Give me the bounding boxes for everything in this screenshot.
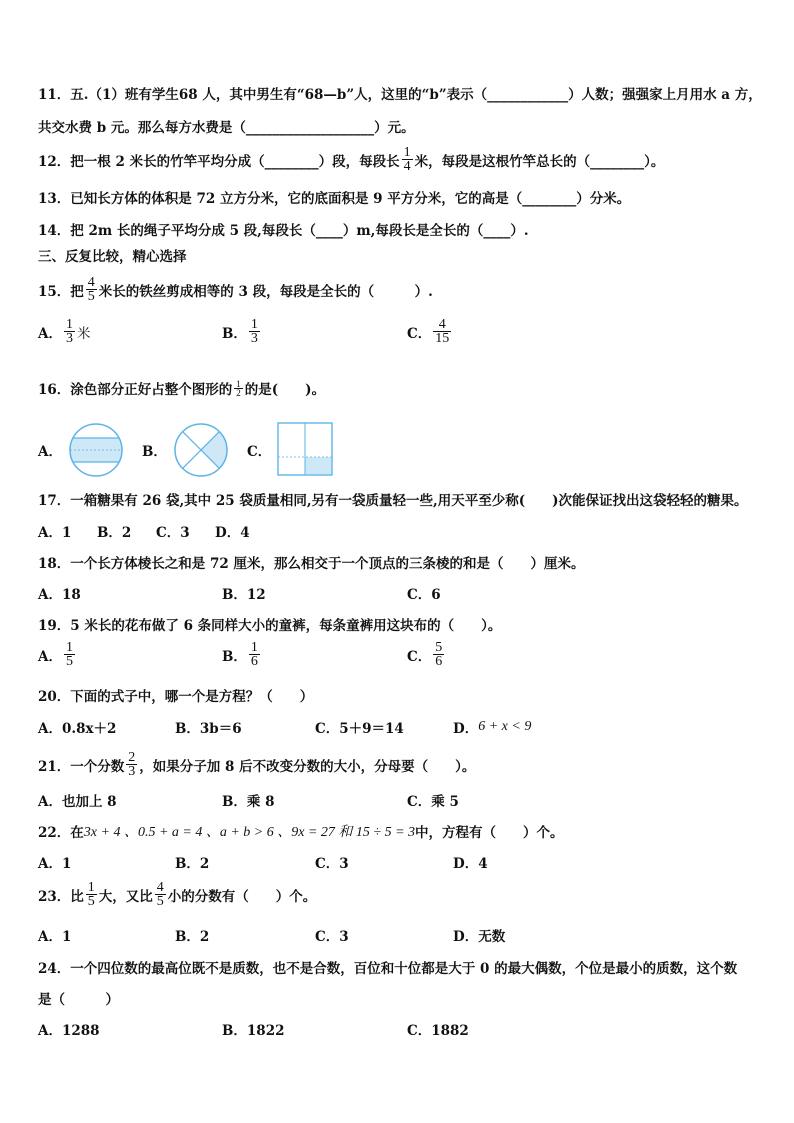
q22-option-d[interactable]: D．4	[453, 856, 488, 872]
q18-option-a[interactable]: A．18	[38, 587, 81, 603]
question-13: 13．已知长方体的体积是 72 立方分米，它的底面积是 9 平方分米，它的高是（________）分米。	[38, 191, 631, 207]
q23-option-c[interactable]: C．3	[315, 929, 349, 945]
q21-option-c[interactable]: C．乘 5	[407, 794, 459, 810]
question-19: 19．5 米长的花布做了 6 条同样大小的童裤，每条童裤用这块布的（ ）。	[38, 618, 502, 634]
q16-option-c[interactable]: C．	[247, 422, 335, 478]
question-12: 12．把一根 2 米长的竹竿平均分成（________）段，每段长 $\frac{1}{4}$ 米，每段是这根竹竿总长的（________）。	[38, 145, 665, 174]
q24-option-c[interactable]: C．1882	[407, 1023, 469, 1039]
q17-option-d[interactable]: D．4	[215, 525, 250, 541]
question-21: 21．一个分数 $\frac{2}{3}$ ，如果分子加 8 后不改变分数的大小，分母要（ ）。	[38, 750, 476, 779]
q22-option-c[interactable]: C．3	[315, 856, 349, 872]
question-20: 20．下面的式子中，哪一个是方程？（ ）	[38, 689, 314, 705]
question-16: 16．涂色部分正好占整个图形的 $\frac{1}{2}$ 的是( )。	[38, 378, 326, 398]
fraction-one-quarter: $\frac{1}{4}$	[403, 145, 411, 174]
question-17: 17．一箱糖果有 26 袋,其中 25 袋质量相同,另有一袋质量轻一些,用天平至少称( )次能保证找出这袋轻轻的糖果。	[38, 493, 748, 509]
fraction-two-thirds: $\frac{2}{3}$	[128, 750, 136, 779]
square-quarter-figure	[277, 422, 335, 478]
question-24-line1: 24．一个四位数的最高位既不是质数，也不是合数，百位和十位都是大于 0 的最大偶数，个位是最小的质数，这个数	[38, 961, 738, 977]
q20-option-b[interactable]: B．3b＝6	[175, 721, 242, 737]
question-24-line2: 是（ ）	[38, 992, 119, 1008]
question-23: 23．比 $\frac{1}{5}$ 大，又比 $\frac{4}{5}$ 小的分数有（ ）个。	[38, 880, 317, 909]
question-15: 15．把 $\frac{4}{5}$ 米长的铁丝剪成相等的 3 段，每段是全长的（ ）.	[38, 275, 433, 304]
q15-option-a[interactable]: A． $\frac{1}{3}$ 米	[38, 317, 91, 346]
q18-option-b[interactable]: B．12	[222, 587, 266, 603]
fraction-one-half: $\frac{1}{2}$	[236, 378, 241, 398]
question-22: 22．在 3x + 4 、0.5 + a = 4 、a + b > 6 、9x = 27 和 15 ÷ 5 = 3 中，方程有（ ）个。	[38, 825, 564, 841]
q21-option-a[interactable]: A．也加上 8	[38, 794, 117, 810]
q23-option-b[interactable]: B．2	[175, 929, 210, 945]
question-11-line2: 共交水费 b 元。那么每方水费是（___________________）元。	[38, 120, 415, 136]
circle-band-figure	[68, 422, 124, 478]
q21-option-b[interactable]: B．乘 8	[222, 794, 275, 810]
q17-option-b[interactable]: B．2	[97, 525, 132, 541]
q20-option-c[interactable]: C．5＋9＝14	[315, 721, 404, 737]
q24-option-a[interactable]: A．1288	[38, 1023, 100, 1039]
q24-option-b[interactable]: B．1822	[222, 1023, 285, 1039]
fraction-one-fifth: $\frac{1}{5}$	[87, 880, 95, 909]
q19-option-c[interactable]: C． $\frac{5}{6}$	[407, 640, 443, 669]
q22-option-b[interactable]: B．2	[175, 856, 210, 872]
fraction-four-fifths: $\frac{4}{5}$	[87, 275, 95, 304]
question-14: 14．把 2m 长的绳子平均分成 5 段,每段长（____）m,每段长是全长的（____）.	[38, 223, 529, 239]
q15-option-b[interactable]: B． $\frac{1}{3}$	[222, 317, 258, 346]
q19-option-a[interactable]: A． $\frac{1}{5}$	[38, 640, 73, 669]
fraction-four-fifths: $\frac{4}{5}$	[156, 880, 164, 909]
q18-option-c[interactable]: C．6	[407, 587, 441, 603]
q20-option-a[interactable]: A．0.8x＋2	[38, 721, 117, 737]
question-11-line1: 11．五.（1）班有学生68 人，其中男生有“68—b”人，这里的“b”表示（____________）人数；强强家上月用水 a 方，	[38, 87, 762, 103]
question-18: 18．一个长方体棱长之和是 72 厘米，那么相交于一个顶点的三条棱的和是（ ）厘米。	[38, 556, 585, 572]
q20-option-d[interactable]: D． 6 + x < 9	[453, 719, 532, 737]
q16-option-b[interactable]: B．	[142, 422, 229, 478]
section-3-title: 三、反复比较，精心选择	[38, 249, 187, 265]
q17-option-a[interactable]: A．1	[38, 525, 72, 541]
q19-option-b[interactable]: B． $\frac{1}{6}$	[222, 640, 258, 669]
q16-option-a[interactable]: A．	[38, 422, 124, 478]
q23-option-d[interactable]: D．无数	[453, 929, 506, 945]
circle-quarter-figure	[173, 422, 229, 478]
q22-option-a[interactable]: A．1	[38, 856, 72, 872]
q17-option-c[interactable]: C．3	[156, 525, 190, 541]
q23-option-a[interactable]: A．1	[38, 929, 72, 945]
q15-option-c[interactable]: C． $\frac{4}{15}$	[407, 317, 450, 346]
